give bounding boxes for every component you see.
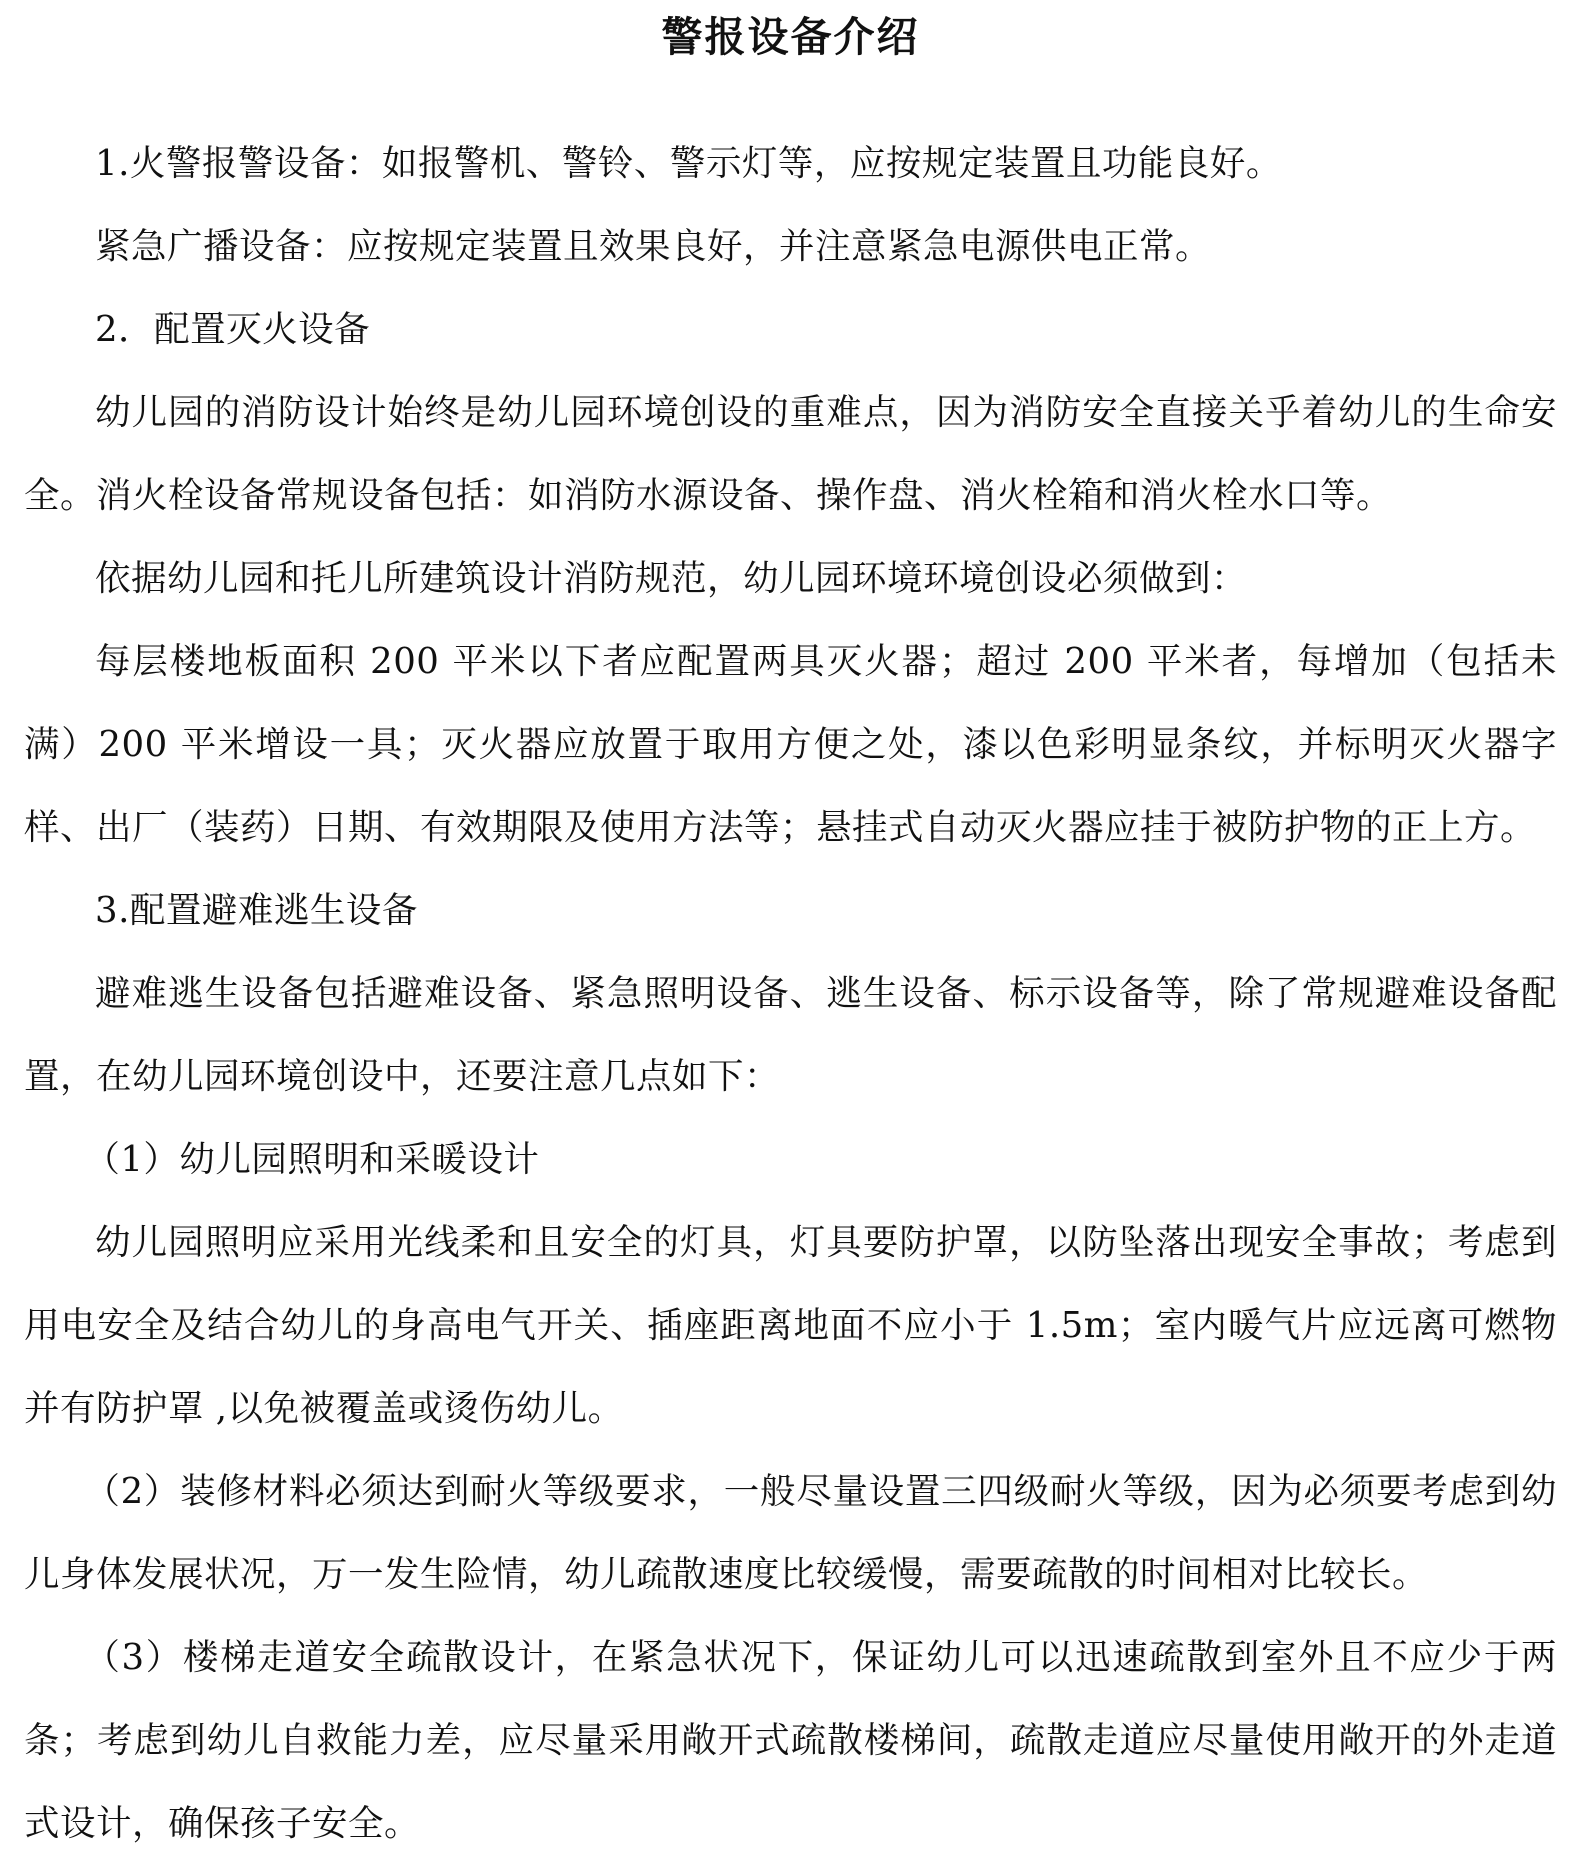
- subheading-lighting-heating: （1）幼儿园照明和采暖设计: [84, 1139, 540, 1180]
- document-title: 警报设备介绍: [661, 13, 920, 61]
- paragraph-fire-alarm-equipment: 1.火警报警设备：如报警机、警铃、警示灯等，应按规定装置且功能良好。: [95, 143, 1282, 184]
- heading-fire-extinguishing-equipment: 2．配置灭火设备: [95, 309, 371, 350]
- paragraph-lighting-heating: 幼儿园照明应采用光线柔和且安全的灯具，灯具要防护罩，以防坠落出现安全事故；考虑到用电安全及结合幼儿的身高电气开关、插座距离地面不应小于 1.5m；室内暖气片应远离可燃物并有防护罩 ,以免被覆盖或烫伤幼儿。: [24, 1222, 1557, 1429]
- paragraph-fire-design-importance: 幼儿园的消防设计始终是幼儿园环境创设的重难点，因为消防安全直接关乎着幼儿的生命安全。消火栓设备常规设备包括：如消防水源设备、操作盘、消火栓箱和消火栓水口等。: [24, 392, 1557, 516]
- paragraph-extinguisher-rules: 每层楼地板面积 200 平米以下者应配置两具灭火器；超过 200 平米者，每增加（包括未满）200 平米增设一具；灭火器应放置于取用方便之处，漆以色彩明显条纹，并标明灭火器字样、出厂（装药）日期、有效期限及使用方法等；悬挂式自动灭火器应挂于被防护物的正上方。: [24, 641, 1558, 848]
- paragraph-stairway-evacuation: （3）楼梯走道安全疏散设计，在紧急状况下，保证幼儿可以迅速疏散到室外且不应少于两条；考虑到幼儿自救能力差，应尽量采用敞开式疏散楼梯间，疏散走道应尽量使用敞开的外走道式设计，确保孩子安全。: [24, 1637, 1557, 1844]
- heading-evacuation-equipment: 3.配置避难逃生设备: [95, 890, 418, 931]
- document-body: [24, 122, 1557, 1865]
- paragraph-evacuation-equipment: 避难逃生设备包括避难设备、紧急照明设备、逃生设备、标示设备等，除了常规避难设备配置，在幼儿园环境创设中，还要注意几点如下：: [24, 973, 1557, 1097]
- paragraph-emergency-broadcast: 紧急广播设备：应按规定装置且效果良好，并注意紧急电源供电正常。: [95, 226, 1212, 267]
- paragraph-fire-resistance-materials: （2）装修材料必须达到耐火等级要求，一般尽量设置三四级耐火等级，因为必须要考虑到幼儿身体发展状况，万一发生险情，幼儿疏散速度比较缓慢，需要疏散的时间相对比较长。: [24, 1471, 1557, 1595]
- paragraph-fire-code-requirements: 依据幼儿园和托儿所建筑设计消防规范，幼儿园环境环境创设必须做到：: [95, 558, 1248, 599]
